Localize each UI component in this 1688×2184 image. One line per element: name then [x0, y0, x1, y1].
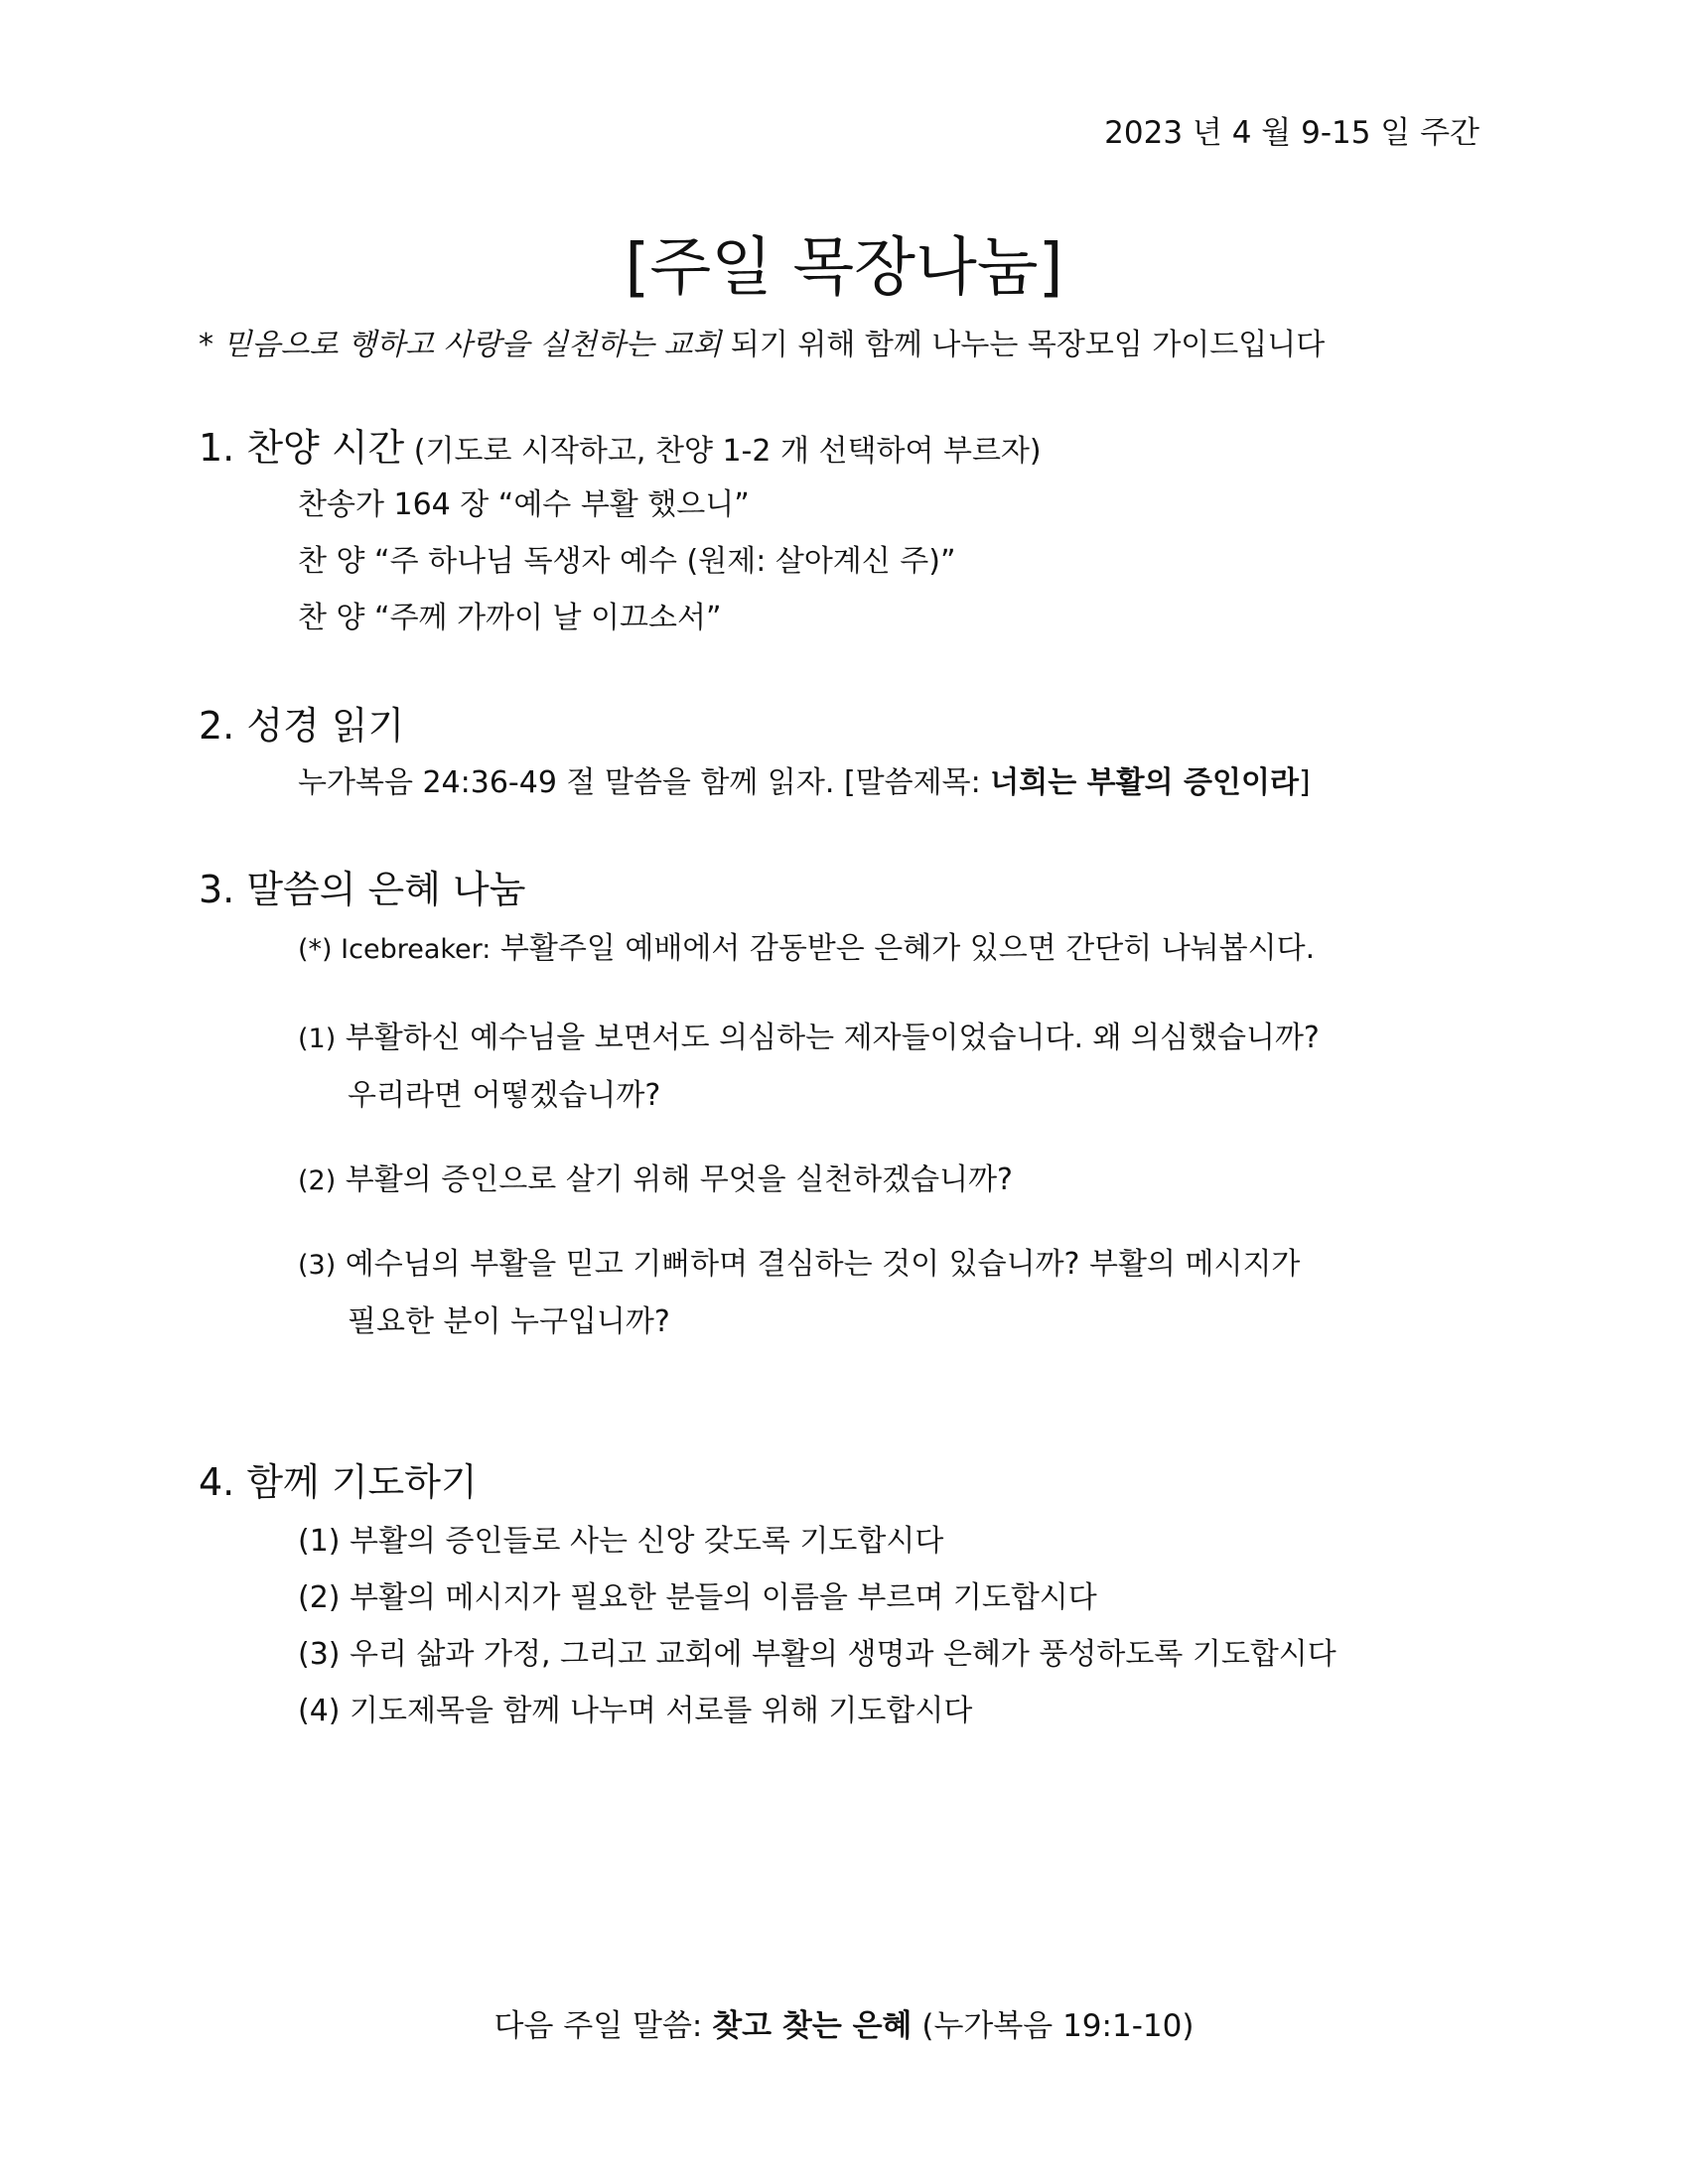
song-item: 찬 양 “주 하나님 독생자 예수 (원제: 살아계신 주)” — [298, 544, 956, 579]
next-week-label: 다음 주일 말씀: — [493, 2008, 713, 2044]
intro-line — [199, 320, 1325, 363]
song-item: 찬송가 164 장 “예수 부활 했으니” — [298, 487, 750, 522]
question-2 — [298, 1155, 1013, 1198]
next-week-ref: (누가복음 19:1-10) — [912, 2008, 1195, 2044]
section-1-note: (기도로 시작하고, 찬양 1-2 개 선택하여 부르자) — [404, 434, 1042, 469]
prayer-item: (3) 우리 삶과 가정, 그리고 교회에 부활의 생명과 은혜가 풍성하도록 기도합시다 — [298, 1637, 1336, 1672]
question-1 — [298, 1013, 1320, 1056]
next-week-line — [0, 2000, 1688, 2045]
intro-rest: 되기 위해 함께 나누는 목장모임 가이드입니다 — [721, 328, 1326, 362]
icebreaker-line — [298, 923, 1315, 967]
icebreaker-text: 부활주일 예배에서 감동받은 은혜가 있으면 간단히 나눠봅시다. — [491, 931, 1316, 966]
section-1-title: 1. 찬양 시간 — [199, 426, 405, 470]
question-number: (1) — [298, 1024, 337, 1054]
question-3-continued: 필요한 분이 누구입니까? — [348, 1304, 670, 1339]
question-text: 부활하신 예수님을 보면서도 의심하는 제자들이었습니다. 왜 의심했습니까? — [345, 1021, 1320, 1055]
prayer-item: (1) 부활의 증인들로 사는 신앙 갖도록 기도합시다 — [298, 1524, 944, 1559]
date-line: 2023 년 4 월 9-15 일 주간 — [1104, 115, 1479, 151]
bible-reading-line — [298, 757, 1311, 801]
prayer-item: (4) 기도제목을 함께 나누며 서로를 위해 기도합시다 — [298, 1694, 973, 1728]
question-number: (2) — [298, 1165, 337, 1196]
next-week-title: 찾고 찾는 은혜 — [712, 2008, 913, 2044]
reading-closing: ] — [1298, 765, 1311, 800]
intro-italic: 믿음으로 행하고 사랑을 실천하는 교회 — [222, 328, 722, 362]
question-1-continued: 우리라면 어떻겠습니까? — [348, 1078, 661, 1113]
section-1-heading — [199, 417, 1042, 472]
song-item: 찬 양 “주께 가까이 날 이끄소서” — [298, 601, 722, 635]
question-number: (3) — [298, 1250, 337, 1281]
reading-text: 누가복음 24:36-49 절 말씀을 함께 읽자. [말씀제목: — [298, 765, 991, 800]
prayer-item: (2) 부활의 메시지가 필요한 분들의 이름을 부르며 기도합시다 — [298, 1580, 1097, 1615]
question-3 — [298, 1239, 1300, 1283]
section-4-heading: 4. 함께 기도하기 — [199, 1460, 478, 1504]
question-text: 예수님의 부활을 믿고 기뻐하며 결심하는 것이 있습니까? 부활의 메시지가 — [345, 1247, 1301, 1282]
page-title: [주일 목장나눔] — [625, 231, 1063, 305]
section-2-heading: 2. 성경 읽기 — [199, 704, 405, 748]
question-text: 부활의 증인으로 살기 위해 무엇을 실천하겠습니까? — [345, 1162, 1013, 1197]
section-3-heading: 3. 말씀의 은혜 나눔 — [199, 868, 526, 911]
icebreaker-label: (*) Icebreaker: — [298, 934, 492, 965]
intro-star: * — [199, 328, 213, 362]
sermon-title: 너희는 부활의 증인이라 — [990, 765, 1299, 800]
